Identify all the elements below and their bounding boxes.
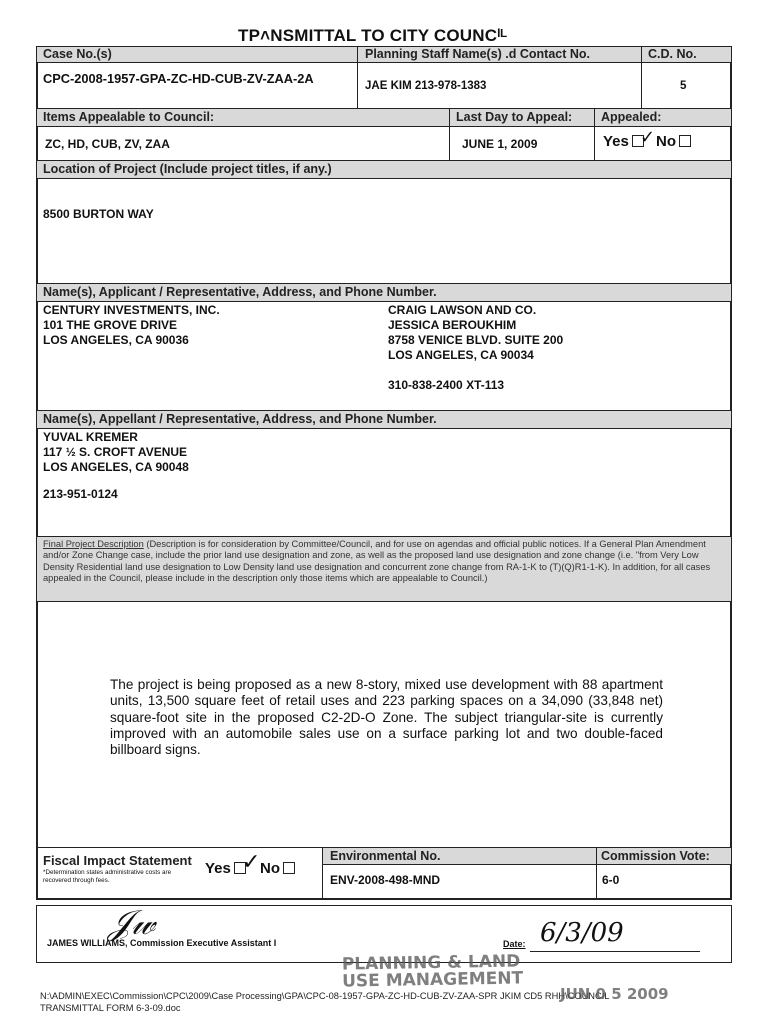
appealable-label: Items Appealable to Council: [43, 110, 215, 124]
rule [641, 47, 642, 108]
file-path [40, 990, 609, 1014]
description-instructions [43, 539, 721, 584]
appealable-value: ZC, HD, CUB, ZV, ZAA [45, 137, 170, 151]
check-mark-icon: ✓ [640, 127, 656, 148]
rule [37, 160, 731, 161]
applicant-phone: 310-838-2400 XT-113 [388, 378, 505, 392]
signer-name: JAMES WILLIAMS, Commission Executive Assistant I [47, 938, 277, 948]
stamp-date: JUN 0 5 2009 [560, 985, 669, 1003]
location-label: Location of Project (Include project titles, if any.) [43, 162, 332, 176]
rule [37, 108, 731, 109]
applicant-line: LOS ANGELES, CA 90036 [43, 333, 189, 347]
representative-block [388, 303, 563, 363]
rule [37, 536, 731, 537]
appealed-no-checkbox[interactable] [679, 135, 691, 147]
file-path-line: N:\ADMIN\EXEC\Commission\CPC\2009\Case Processing\GPA\CPC-08-1957-GPA-ZC-HD-CUB-ZV-ZAA-SPR JKIM CD5 RHH\COUNCIL [40, 991, 610, 1001]
applicant-line: 101 THE GROVE DRIVE [43, 318, 178, 332]
staff-label: Planning Staff Name(s) .d Contact No. [365, 47, 591, 61]
representative-line: CRAIG LAWSON AND CO. [388, 303, 537, 317]
case-no-value: CPC-2008-1957-GPA-ZC-HD-CUB-ZV-ZAA-2A [43, 71, 314, 86]
rule [37, 126, 731, 127]
date-underline [530, 951, 700, 952]
cd-value: 5 [680, 80, 687, 92]
applicant-line: CENTURY INVESTMENTS, INC. [43, 303, 220, 317]
rule [37, 601, 731, 602]
description-label: Final Project Description [43, 539, 144, 549]
rule [37, 301, 731, 302]
rule [596, 848, 597, 899]
fiscal-note: *Determination states administrative costs are recovered through fees. [43, 869, 172, 884]
rule [37, 178, 731, 179]
received-stamp [342, 953, 524, 990]
rule [37, 62, 731, 63]
rule [594, 109, 595, 160]
environmental-label: Environmental No. [330, 849, 441, 863]
staff-value: JAE KIM 213-978-1383 [365, 80, 487, 92]
representative-line: 8758 VENICE BLVD. SUITE 200 [388, 333, 564, 347]
location-value: 8500 BURTON WAY [43, 207, 154, 221]
rule [37, 410, 731, 411]
appellant-phone: 213-951-0124 [43, 487, 118, 501]
last-day-value: JUNE 1, 2009 [462, 137, 538, 151]
description-note: (Description is for consideration by Committee/Council, and for use on agendas and official public notices. If a General Plan Amendment and/or Zone Change case, include the prior land use designation and zone, as well as the proposed land use designation and zone change (i.e. "from Very Low Density Residential land use designation to Low Density land use designation and concurrent zone change from RA-1-K to (T)(Q)R1-1-K). In addition, for all cases appealed in the Council, please include in the description only those items which are appealable to Council.) [43, 539, 711, 583]
commission-value: 6-0 [602, 873, 620, 887]
fiscal-label: Fiscal Impact Statement [43, 853, 192, 868]
appealed-label: Appealed: [601, 110, 662, 124]
fiscal-no-label: No [260, 860, 281, 877]
appealed-no-label: No [656, 133, 677, 150]
fiscal-yes-label: Yes [205, 860, 231, 877]
rule [37, 283, 731, 284]
environmental-value: ENV-2008-498-MND [330, 873, 441, 887]
appellant-label: Name(s), Appellant / Representative, Address, and Phone Number. [43, 412, 437, 426]
representative-line: JESSICA BEROUKHIM [388, 318, 517, 332]
cd-label: C.D. No. [648, 47, 697, 61]
appellant-line: LOS ANGELES, CA 90048 [43, 460, 189, 474]
date-label: Date: [503, 939, 526, 949]
rule [357, 47, 358, 108]
last-day-label: Last Day to Appeal: [456, 110, 573, 124]
stamp-line: USE MANAGEMENT [341, 968, 524, 992]
file-path-line: TRANSMITTAL FORM 6-3-09.doc [40, 1003, 181, 1013]
description-body: The project is being proposed as a new 8-story, mixed use development with 88 apartment units, 13,500 square feet of retail uses and 223 parking spaces on a 34,090 (33,848 net) square-foot site in the proposed C2-2D-O Zone. The subject triangular-site is currently improved with an automobile sales use on a surface parking lot and two double-faced billboard signs. [110, 677, 663, 758]
applicant-label: Name(s), Applicant / Representative, Address, and Phone Number. [43, 285, 437, 299]
case-no-label: Case No.(s) [43, 47, 112, 61]
signature: 𝒥𝓌 [108, 903, 156, 943]
rule [449, 109, 450, 160]
rule [322, 848, 323, 899]
representative-line: LOS ANGELES, CA 90034 [388, 348, 534, 362]
applicant-left-block [43, 303, 220, 348]
stamp-line: PLANNING & LAND [341, 951, 521, 975]
appellant-line: YUVAL KREMER [43, 430, 138, 444]
rule [37, 428, 731, 429]
rule [37, 847, 731, 848]
appellant-line: 117 ½ S. CROFT AVENUE [43, 445, 188, 459]
check-mark-icon: ✓ [242, 850, 261, 875]
fiscal-no-checkbox[interactable] [283, 862, 295, 874]
date-value: 6/3/09 [540, 918, 624, 948]
commission-label: Commission Vote: [601, 849, 710, 863]
appealed-yes-label: Yes [603, 133, 629, 150]
rule [322, 864, 731, 865]
appellant-block [43, 430, 189, 475]
form-title: TP˄NSMITTAL TO CITY COUNCᴵᴸ [238, 26, 508, 45]
